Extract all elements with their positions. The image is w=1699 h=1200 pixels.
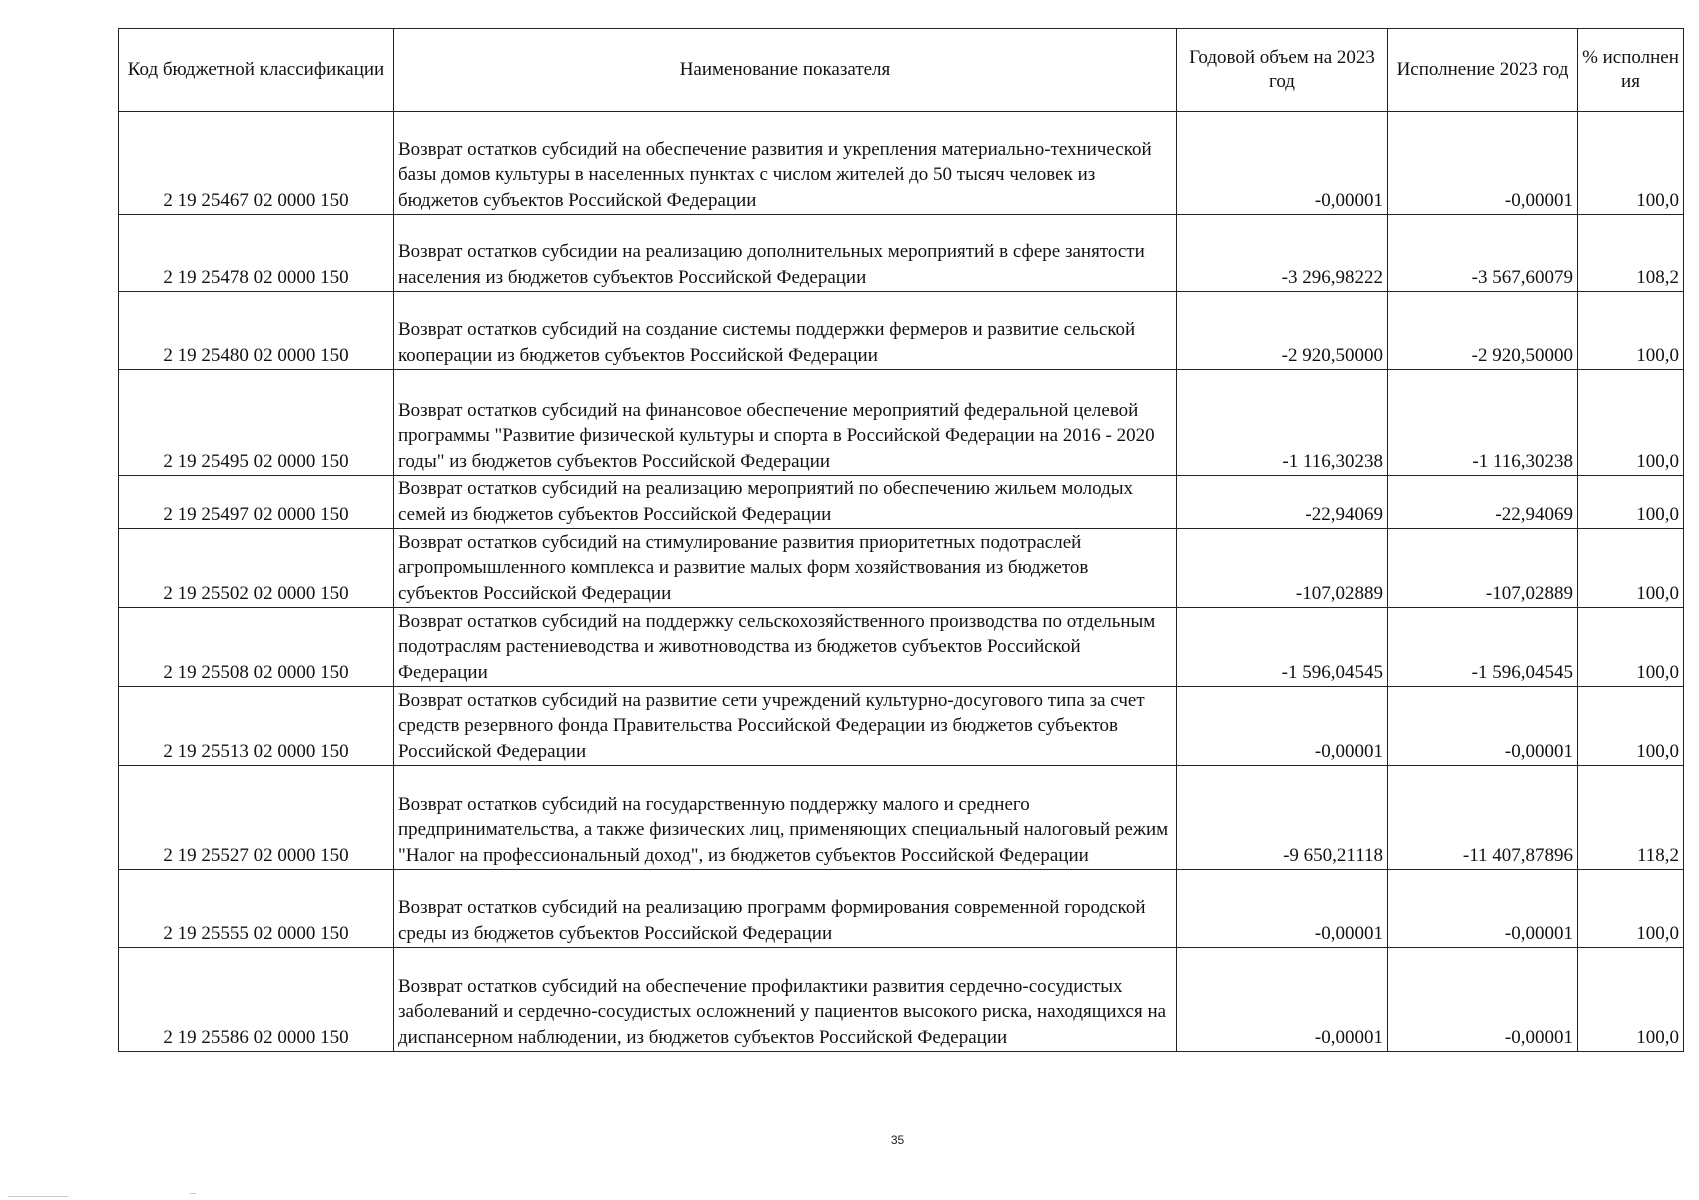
row-name: Возврат остатков субсидий на обеспечение развития и укрепления материально-технической базы домов культуры в населенных пунктах с числом жителей до 50 тысяч человек из бюджетов субъектов Российской Федерации — [394, 112, 1177, 215]
row-name: Возврат остатков субсидий на государственную поддержку малого и среднего предпринимательства, а также физических лиц, применяющих специальный налоговый режим "Налог на профессиональный доход", из бюджетов субъектов Российской Федерации — [394, 766, 1177, 870]
row-execution: -0,00001 — [1388, 948, 1578, 1052]
row-code: 2 19 25508 02 0000 150 — [119, 608, 394, 687]
table-row — [119, 215, 1684, 292]
row-annual: -3 296,98222 — [1177, 215, 1388, 292]
row-name: Возврат остатков субсидий на реализацию программ формирования современной городской среды из бюджетов субъектов Российской Федерации — [394, 870, 1177, 948]
header-percent: % исполнен ия — [1578, 29, 1684, 112]
row-execution: -1 596,04545 — [1388, 608, 1578, 687]
row-name: Возврат остатков субсидий на стимулирование развития приоритетных подотраслей агропромышленного комплекса и развитие малых форм хозяйствования из бюджетов субъектов Российской Федерации — [394, 529, 1177, 608]
table-row — [119, 687, 1684, 766]
row-annual: -22,94069 — [1177, 476, 1388, 529]
table-row — [119, 608, 1684, 687]
table-row — [119, 112, 1684, 215]
row-execution: -0,00001 — [1388, 112, 1578, 215]
row-percent: 100,0 — [1578, 948, 1684, 1052]
row-percent: 100,0 — [1578, 112, 1684, 215]
table-row — [119, 476, 1684, 529]
row-annual: -0,00001 — [1177, 870, 1388, 948]
scan-artifact — [190, 1193, 196, 1194]
table-row — [119, 292, 1684, 370]
row-percent: 100,0 — [1578, 370, 1684, 476]
row-annual: -1 116,30238 — [1177, 370, 1388, 476]
header-name: Наименование показателя — [394, 29, 1177, 112]
row-execution: -0,00001 — [1388, 687, 1578, 766]
table-row — [119, 766, 1684, 870]
budget-table — [118, 28, 1684, 1052]
row-percent: 100,0 — [1578, 476, 1684, 529]
table-row — [119, 948, 1684, 1052]
header-annual: Годовой объем на 2023 год — [1177, 29, 1388, 112]
row-annual: -0,00001 — [1177, 948, 1388, 1052]
header-execution: Исполнение 2023 год — [1388, 29, 1578, 112]
page-number: 35 — [890, 1133, 905, 1147]
row-execution: -3 567,60079 — [1388, 215, 1578, 292]
row-execution: -2 920,50000 — [1388, 292, 1578, 370]
row-annual: -1 596,04545 — [1177, 608, 1388, 687]
table-row — [119, 870, 1684, 948]
row-percent: 100,0 — [1578, 529, 1684, 608]
row-name: Возврат остатков субсидии на реализацию дополнительных мероприятий в сфере занятости населения из бюджетов субъектов Российской Федерации — [394, 215, 1177, 292]
row-code: 2 19 25467 02 0000 150 — [119, 112, 394, 215]
row-annual: -0,00001 — [1177, 112, 1388, 215]
row-percent: 108,2 — [1578, 215, 1684, 292]
row-name: Возврат остатков субсидий на поддержку сельскохозяйственного производства по отдельным подотраслям растениеводства и животноводства из бюджетов субъектов Российской Федерации — [394, 608, 1177, 687]
row-execution: -107,02889 — [1388, 529, 1578, 608]
row-execution: -22,94069 — [1388, 476, 1578, 529]
row-execution: -1 116,30238 — [1388, 370, 1578, 476]
table-header-row — [119, 29, 1684, 112]
row-execution: -0,00001 — [1388, 870, 1578, 948]
row-name: Возврат остатков субсидий на реализацию мероприятий по обеспечению жильем молодых семей из бюджетов субъектов Российской Федерации — [394, 476, 1177, 529]
row-code: 2 19 25497 02 0000 150 — [119, 476, 394, 529]
row-code: 2 19 25513 02 0000 150 — [119, 687, 394, 766]
row-percent: 100,0 — [1578, 687, 1684, 766]
row-annual: -9 650,21118 — [1177, 766, 1388, 870]
row-execution: -11 407,87896 — [1388, 766, 1578, 870]
row-name: Возврат остатков субсидий на развитие сети учреждений культурно-досугового типа за счет средств резервного фонда Правительства Российской Федерации из бюджетов субъектов Российской Федерации — [394, 687, 1177, 766]
row-code: 2 19 25586 02 0000 150 — [119, 948, 394, 1052]
header-code: Код бюджетной классификации — [119, 29, 394, 112]
row-name: Возврат остатков субсидий на создание системы поддержки фермеров и развитие сельской кооперации из бюджетов субъектов Российской Федерации — [394, 292, 1177, 370]
scan-artifact — [8, 1196, 68, 1197]
row-code: 2 19 25502 02 0000 150 — [119, 529, 394, 608]
table-row — [119, 370, 1684, 476]
row-name: Возврат остатков субсидий на обеспечение профилактики развития сердечно-сосудистых заболеваний и сердечно-сосудистых осложнений у пациентов высокого риска, находящихся на диспансерном наблюдении, из бюджетов субъектов Российской Федерации — [394, 948, 1177, 1052]
row-code: 2 19 25478 02 0000 150 — [119, 215, 394, 292]
row-percent: 100,0 — [1578, 608, 1684, 687]
table-row — [119, 529, 1684, 608]
row-code: 2 19 25495 02 0000 150 — [119, 370, 394, 476]
row-code: 2 19 25527 02 0000 150 — [119, 766, 394, 870]
row-percent: 100,0 — [1578, 292, 1684, 370]
row-percent: 118,2 — [1578, 766, 1684, 870]
row-percent: 100,0 — [1578, 870, 1684, 948]
row-code: 2 19 25480 02 0000 150 — [119, 292, 394, 370]
row-annual: -2 920,50000 — [1177, 292, 1388, 370]
row-code: 2 19 25555 02 0000 150 — [119, 870, 394, 948]
row-name: Возврат остатков субсидий на финансовое обеспечение мероприятий федеральной целевой программы "Развитие физической культуры и спорта в Российской Федерации на 2016 - 2020 годы" из бюджетов субъектов Российской Федерации — [394, 370, 1177, 476]
row-annual: -107,02889 — [1177, 529, 1388, 608]
row-annual: -0,00001 — [1177, 687, 1388, 766]
